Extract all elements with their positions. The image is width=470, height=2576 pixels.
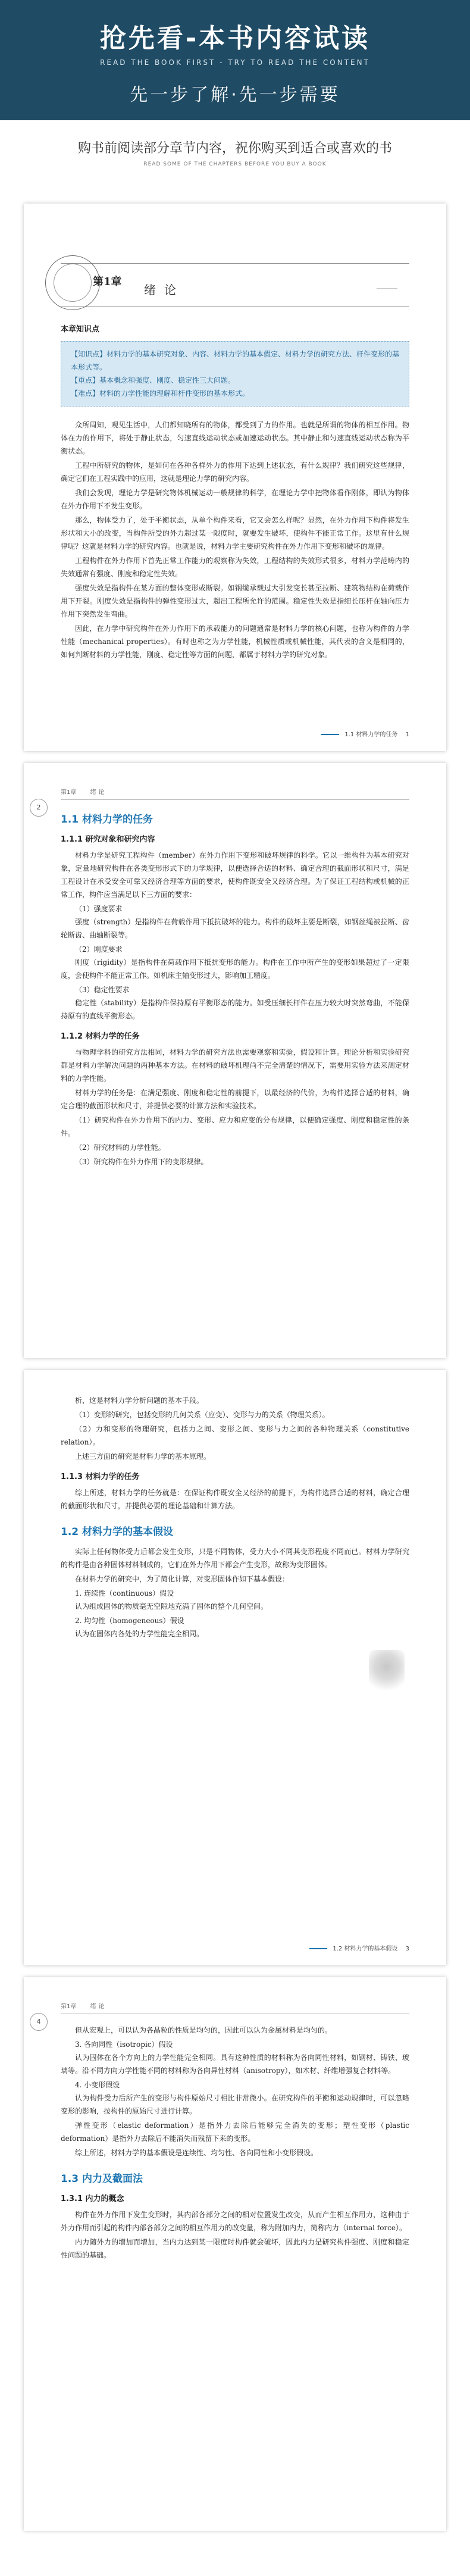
intro-line: 购书前阅读部分章节内容，祝你购买到适合或喜欢的书 [77, 141, 392, 156]
chapter-circle-inner-decoration [54, 264, 92, 302]
list-item: （1）强度要求 [75, 905, 123, 913]
paragraph: （1）研究构件在外力作用下的内力、变形、应力和应变的分布规律，以便确定强度、刚度和稳定性的条件。 [61, 1116, 409, 1137]
paragraph: 工程中所研究的物体，是如何在各种各样外力的作用下达到上述状态，有什么规律？我们研究这些规律，确定它们在工程实践中的应用，这就是理论力学的研究内容。 [61, 461, 409, 483]
header-slogan: 先一步了解·先一步需要 [130, 85, 340, 105]
running-head-title: 绪论 [90, 789, 107, 796]
paragraph: （3）研究构件在外力作用下的变形规律。 [75, 1158, 208, 1166]
page-footer [309, 1943, 409, 1952]
subsection-heading: 1.1.3 材料力学的任务 [61, 1473, 140, 1481]
paragraph: 材料力学是研究工程构件（member）在外力作用下变形和破坏规律的科学。它以一维构件为基本研究对象，定量地研究构件在各类变形形式下的力学规律，以便选择合适的材料、确定合理的截面形状和尺寸，满足工程设计在承受安全可靠又经济合理等方面的要求，使构件既安全又经济合理。为了保证工程结构或机械的正常工作，构件应当满足以下三方面的要求： [61, 851, 409, 899]
blurred-figure [369, 1650, 405, 1692]
intro-section [0, 120, 470, 192]
key-point: 【知识点】材料力学的基本研究对象、内容、材料力学的基本假定、材料力学的研究方法、杆件变形的基本形式等。 [71, 350, 400, 371]
book-page-3 [24, 1370, 446, 1965]
side-page-number: 4 [30, 2013, 48, 2031]
paragraph: 材料力学的任务是：在满足强度、刚度和稳定性的前提下，以最经济的代价，为构件选择合适的材料，确定合理的截面形状和尺寸，并提供必要的计算方法和实验技术。 [61, 1089, 409, 1110]
paragraph: 认为组成固体的物质毫无空隙地充满了固体的整个几何空间。 [75, 1602, 268, 1611]
paragraph: 弹性变形（elastic deformation）是指外力去除后能够完全消失的变形；塑性变形（plastic deformation）是指外力去除后不能消失而残留下来的变形。 [61, 2121, 409, 2143]
page-number: 3 [405, 1946, 409, 1952]
paragraph: 工程构件在外力作用下首先正常工作能力的观察称为失效，工程结构的失效形式很多，材料力学范畴内的失效通常有强度、刚度和稳定性失效。 [61, 557, 409, 578]
chapter-mark: _______ [377, 283, 397, 289]
list-item: 2. 均匀性（homogeneous）假设 [75, 1617, 184, 1625]
header-subtitle-en: READ THE BOOK FIRST - TRY TO READ THE CONTENT [100, 58, 370, 67]
intro-line-en: READ SOME OF THE CHAPTERS BEFORE YOU BUY A BOOK [143, 161, 327, 167]
footer-section: 1.2 材料力学的基本假设 [333, 1946, 398, 1952]
paragraph: （1）变形的研究，包括变形的几何关系（应变）、变形与力的关系（物理关系）。 [75, 1411, 330, 1419]
page-footer [321, 729, 409, 738]
paragraph: 内力随外力的增加而增加，当内力达到某一限度时构件就会破坏，因此内力是研究构件强度、刚度和稳定性问题的基础。 [61, 2238, 409, 2259]
paragraph: 在材料力学的研究中，为了简化计算，对变形固体作如下基本假设： [75, 1575, 290, 1583]
running-head-chapter: 第1章 [61, 789, 77, 796]
running-head [61, 787, 409, 800]
paragraph: 实际上任何物体受力后都会发生变形，只是不同物体，受力大小不同其变形程度不同而已。材料力学研究的构件是由各种固体材料制成的，它们在外力作用下都会产生变形，故称为变形固体。 [61, 1548, 409, 1569]
paragraph: 我们会发现，理论力学是研究物体机械运动一般规律的科学，在理论力学中把物体看作刚体，即认为物体在外力作用下不发生变形。 [61, 489, 409, 510]
header-title: 抢先看-本书内容试读 [99, 23, 371, 54]
paragraph: 综上所述，材料力学的基本假设是连续性、均匀性、各向同性和小变形假设。 [75, 2149, 318, 2157]
footer-bar [309, 1948, 327, 1949]
list-item: （2）刚度要求 [75, 945, 123, 954]
section-heading: 1.1 材料力学的任务 [61, 814, 153, 826]
paragraph: 众所周知，观见生活中，人们都知晓所有的物体，都受到了力的作用。也就是所谓的物体的相互作用。物体在力的作用下，将处于静止状态，匀速直线运动状态或加速运动状态。其中静止和匀速直线运动状态称为平衡状态。 [61, 421, 409, 455]
paragraph: 刚度（rigidity）是指构件在荷载作用下抵抗变形的能力。构件在工作中所产生的变形如果超过了一定限度，会使构件不能正常工作。如机床主轴变形过大，影响加工精度。 [61, 958, 409, 980]
paragraph: 析，这是材料力学分析问题的基本手段。 [75, 1396, 204, 1405]
running-head [61, 2001, 409, 2014]
paragraph: 稳定性（stability）是指构件保持原有平衡形态的能力。如受压细长杆件在压力较大时突然弯曲，不能保持原有的直线平衡形态。 [61, 999, 409, 1020]
book-page-2 [24, 763, 446, 1358]
paragraph: 构件在外力作用下发生变形时，其内部各部分之间的相对位置发生改变，从而产生相互作用力，这种由于外力作用而引起的构件内部各部分之间的相互作用力的改变量，称为附加内力，简称内力（internal force）。 [61, 2211, 409, 2232]
key-points-box [61, 341, 409, 407]
chapter-heading [61, 263, 409, 307]
paragraph: 强度失效是指构件在某方面的整体变形或断裂。如钢缆承载过大引发变长甚至拉断、建筑物结构在荷载作用下开裂。刚度失效是指构件的弹性变形过大，超出工程所允许的范围。稳定性失效是指细长压杆在轴向压力作用下突然发生弯曲。 [61, 584, 409, 618]
chapter-number: 第1章 [93, 276, 122, 288]
section-heading: 1.2 材料力学的基本假设 [61, 1526, 174, 1538]
paragraph: 强度（strength）是指构件在荷载作用下抵抗破坏的能力。构件的破坏主要是断裂，如钢丝绳被拉断、齿轮断齿、曲轴断裂等。 [61, 918, 409, 939]
paragraph: 但从宏观上，可以认为各晶粒的性质是均匀的，因此可以认为金属材料是均匀的。 [75, 2026, 333, 2034]
list-item: 3. 各向同性（isotropic）假设 [75, 2040, 173, 2049]
subsection-heading: 1.1.2 材料力学的任务 [61, 1032, 140, 1041]
list-item: 1. 连续性（continuous）假设 [75, 1589, 174, 1598]
footer-section: 1.1 材料力学的任务 [344, 731, 398, 738]
preview-header [0, 0, 470, 120]
book-page-1 [24, 204, 446, 751]
section-heading: 1.3 内力及截面法 [61, 2173, 143, 2185]
side-page-number: 2 [30, 799, 48, 817]
subsection-heading: 1.3.1 内力的概念 [61, 2194, 124, 2203]
paragraph: 那么，物体受力了，处于平衡状态，从单个构件来看，它又会怎么样呢？显然，在外力作用下构件将发生形状和大小的改变，当构件所受的外力超过某一限度时，就要发生破坏，使构件不能正常工作。这里有什么规律呢？这就是材料力学的研究内容。也就是说，材料力学主要研究构件在外力作用下变形和破坏的规律。 [61, 516, 409, 551]
list-item: （3）稳定性要求 [75, 986, 130, 994]
subsection-heading: 1.1.1 研究对象和研究内容 [61, 835, 155, 844]
book-page-4 [24, 1977, 446, 2531]
page-number: 1 [405, 731, 409, 738]
paragraph: （2）研究材料的力学性能。 [75, 1143, 165, 1152]
running-head-chapter: 第1章 [61, 2003, 77, 2010]
paragraph: 认为固体在各个方向上的力学性能完全相同。具有这种性质的材料称为各向同性材料，如钢材、铸铁、玻璃等。沿不同方向力学性能不同的材料称为各向异性材料（anisotropy），如木材、纤维增强复合材料等。 [61, 2053, 409, 2075]
paragraph: 与物理学科的研究方法相同，材料力学的研究方法也需要观察和实验，假设和计算。理论分析和实验研究都是材料力学解决问题的两种基本方法。在材料的破坏机理尚不完全清楚的情况下，需要用实验方法来测定材料的力学性能。 [61, 1048, 409, 1083]
paragraph: 因此，在力学中研究构件在外力作用下的承载能力的问题通常是材料力学的核心问题，也称为构件的力学性能（mechanical properties）。有时也称之为力学性能，机械性质或机械性能，其代表的含义是相同的，如何判断材料的力学性能，刚度、稳定性等方面的问题，都属于材料力学的研究对象。 [61, 624, 409, 659]
paragraph: 综上所述，材料力学的任务就是：在保证构件既安全又经济的前提下，为构件选择合适的材料，确定合理的截面形状和尺寸，并提供必要的理论基础和计算方法。 [61, 1489, 409, 1510]
chapter-title: 绪论 [144, 283, 184, 297]
footer-bar [321, 734, 339, 735]
paragraph: （2）力和变形的物理研究，包括力之间、变形之间、变形与力之间的各种物理关系（constitutive relation）。 [61, 1425, 409, 1446]
key-points-title: 本章知识点 [61, 325, 100, 334]
paragraph: 上述三方面的研究是材料力学的基本原理。 [75, 1452, 211, 1461]
key-point: 【重点】基本概念和强度、刚度、稳定性三大问题。 [71, 376, 236, 384]
key-point: 【难点】材料的力学性能的理解和杆件变形的基本形式。 [71, 389, 250, 398]
list-item: 4. 小变形假设 [75, 2081, 120, 2089]
paragraph: 认为构件受力后所产生的变形与构件原始尺寸相比非常微小。在研究构件的平衡和运动规律时，可以忽略变形的影响，按构件的原始尺寸进行计算。 [61, 2094, 409, 2115]
paragraph: 认为在固体内各处的力学性能完全相同。 [75, 1630, 204, 1638]
running-head-title: 绪论 [90, 2003, 107, 2010]
